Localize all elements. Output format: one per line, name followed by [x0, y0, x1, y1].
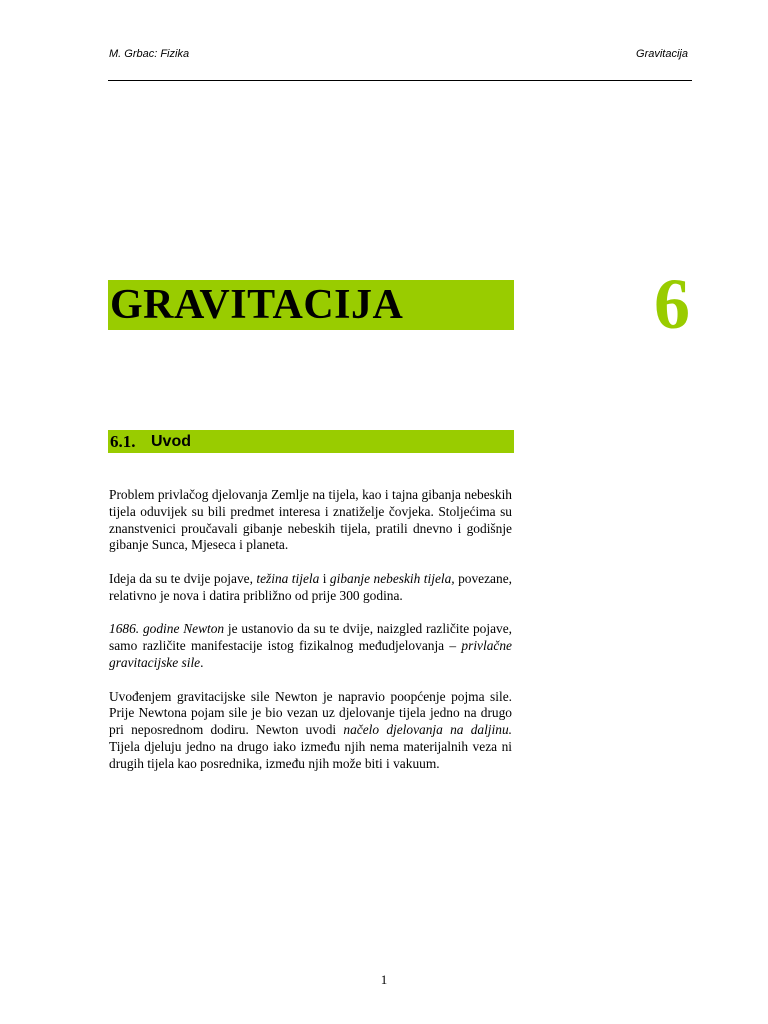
section-heading-banner: [108, 430, 514, 453]
paragraph-3-text-2: .: [200, 654, 204, 670]
section-number: 6.1.: [110, 432, 136, 451]
paragraph-2-text-2: i: [319, 570, 330, 586]
header-chapter-name: Gravitacija: [636, 48, 688, 60]
section-title: Uvod: [151, 433, 191, 450]
paragraph-4-text-1: Uvođenjem gravitacijske sile Newton je napravio poopćenje pojma sile. Prije Newtona pojam sile je bio vezan uz djelovanje tijela jedno na drugo pri neposrednom dodiru. Newton uvodi: [109, 688, 512, 738]
paragraph-2-italic-1: težina tijela: [256, 570, 320, 586]
page-number: 1: [380, 972, 388, 987]
header-author: M. Grbac: Fizika: [109, 48, 190, 60]
chapter-title: GRAVITACIJA: [110, 282, 404, 328]
header-divider: [108, 80, 692, 81]
paragraph-1: [109, 487, 512, 554]
chapter-number: 6: [654, 264, 690, 344]
chapter-title-banner: [108, 280, 514, 330]
paragraph-3: [109, 621, 512, 671]
paragraph-3-text-1: je ustanovio da su te dvije, naizgled različite pojave, samo različite manifestacije istog fizikalnog međudjelovanja –: [109, 621, 513, 654]
paragraph-4-text-2: Tijela djeluju jedno na drugo iako između njih nema materijalnih veza ni drugih tijela kao posrednika, između njih može biti i vakuum.: [109, 738, 512, 771]
paragraph-2: [109, 571, 512, 605]
paragraph-2-text-3: povezane, relativno je nova i datira približno od prije 300 godina.: [109, 570, 512, 603]
paragraph-3-italic-2: privlačne gravitacijske sile: [109, 638, 512, 670]
paragraph-3-italic-1: 1686. godine Newton: [109, 621, 225, 637]
paragraph-1-text: Problem privlačog djelovanja Zemlje na tijela, kao i tajna gibanja nebeskih tijela oduvijek su bili predmet interesa i znatiželje čovjeka. Stoljećima su znanstvenici proučavali gibanje nebeskih tijela, pratili dnevno i godišnje gibanje Sunca, Mjeseca i planeta.: [109, 487, 512, 553]
paragraph-2-text-1: Ideja da su te dvije pojave,: [109, 570, 257, 586]
paragraph-4: [109, 689, 512, 773]
body-text: [109, 487, 512, 789]
paragraph-2-italic-2: gibanje nebeskih tijela,: [329, 570, 455, 586]
paragraph-4-italic-1: načelo djelovanja na daljinu.: [343, 722, 512, 738]
